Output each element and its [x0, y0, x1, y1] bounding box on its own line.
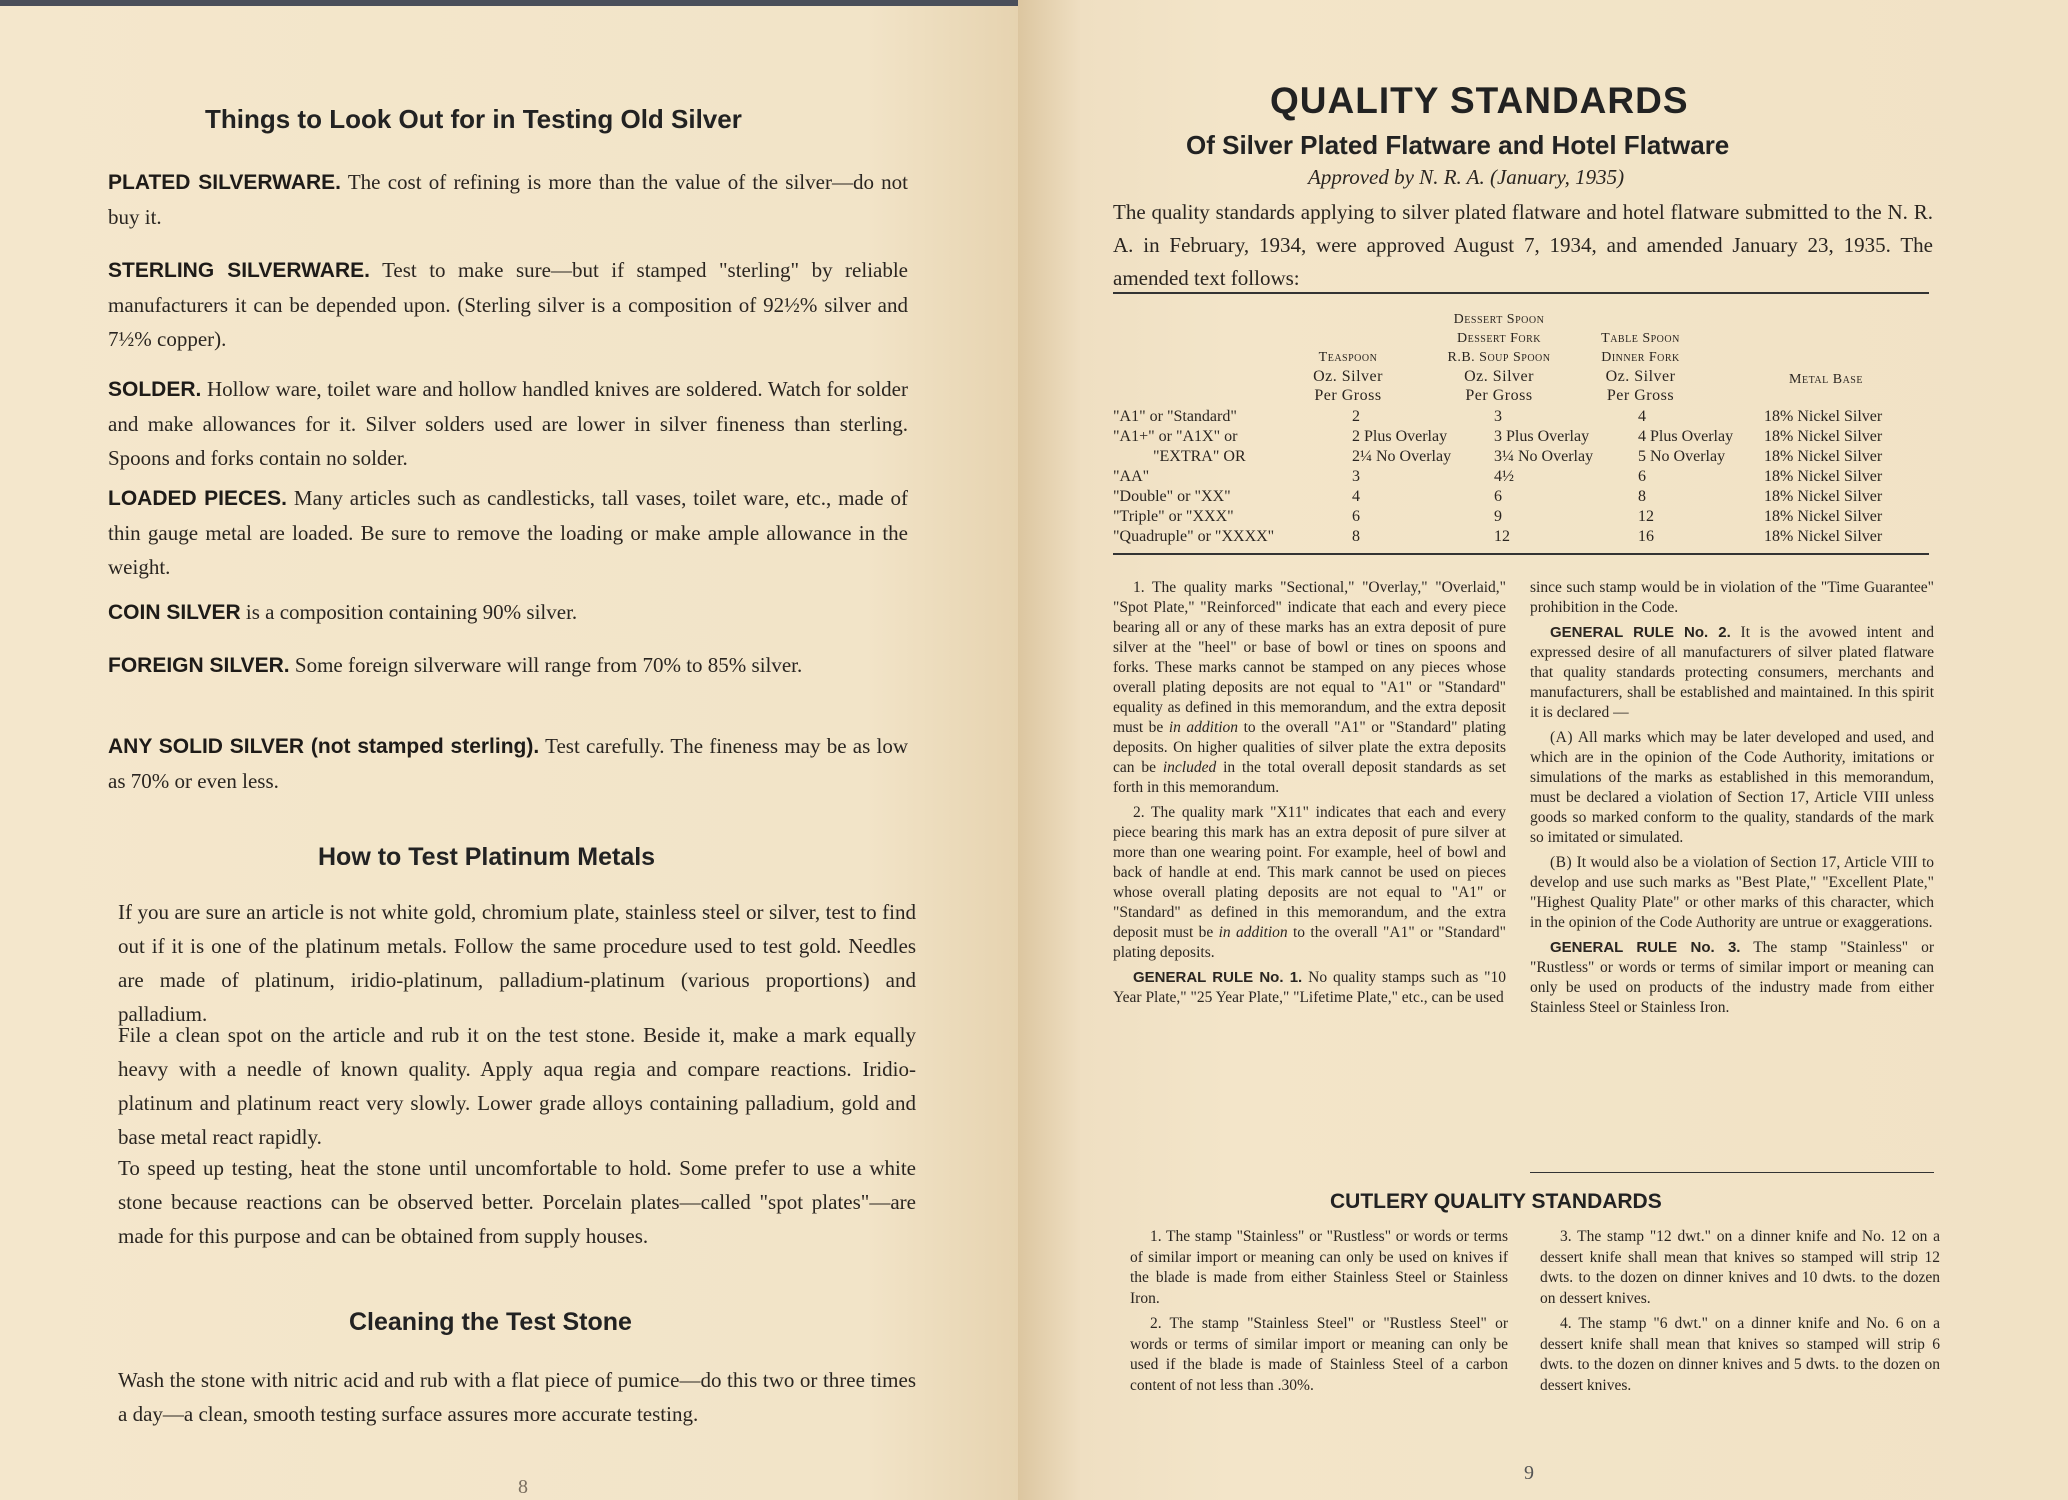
platinum-paragraph-1: If you are sure an article is not white gold, chromium plate, stainless steel or silver, test to find out if it is one of the platinum metals. Follow the same procedure used to test gold. Needles are made of platinum, iridio-platinum, palladium-platinum (various proportions) and palladium.: [118, 900, 916, 1026]
header-teaspoon: [1288, 348, 1408, 405]
text-run: It is the avowed intent and expressed desire of all manufacturers of silver plated flatware that quality standards protecting consumers, merchants and manufacturers, shall be established and maintained. In this spirit it is declared —: [1530, 624, 1935, 721]
rules-column-1: [1113, 578, 1506, 1013]
header-line: Oz. Silver: [1313, 368, 1383, 385]
table-cell-mark: "AA": [1113, 468, 1150, 485]
general-rule-2: [1530, 623, 1934, 723]
item-text: Many articles such as candlesticks, tall vases, toilet ware, etc., made of thin gauge metal are loaded. Be sure to remove the loading or make ample allowance in the weight.: [108, 486, 908, 579]
rule-2-a: [1530, 728, 1934, 848]
header-dessert: [1424, 310, 1574, 405]
header-table: [1578, 329, 1703, 405]
cutlery-item-1: 1. The stamp "Stainless" or "Rustless" or words or terms of similar import or meaning can only be used on knives if the blade is made from either Stainless Steel or Stainless Iron.: [1130, 1228, 1508, 1307]
text-run: 2. The quality mark "X11" indicates that each and every piece bearing this mark has an extra deposit of pure silver at more than one wearing point. For example, heel of bowl and back of handle at end. This mark cannot be used on pieces whose overall plating deposits are not equal to "A1" or "Standard" as defined in this memorandum, and the extra deposit must be: [1113, 804, 1506, 941]
table-cell-teaspoon: 2: [1352, 408, 1360, 425]
item-text: Hollow ware, toilet ware and hollow handled knives are soldered. Watch for solder and make allowances for it. Silver solders used are lower in silver fineness than sterling. Spoons and forks contain no solder.: [108, 377, 908, 470]
table-cell-mark: "Double" or "XX": [1113, 488, 1231, 505]
item-foreign-silver: [108, 648, 908, 683]
table-cell-table: 8: [1638, 488, 1646, 505]
table-cell-dessert: 4½: [1494, 468, 1514, 485]
item-term: LOADED PIECES.: [108, 487, 288, 510]
item-term: STERLING SILVERWARE.: [108, 259, 370, 282]
table-cell-dessert: 9: [1494, 508, 1502, 525]
page-number-right: 9: [1524, 1462, 1534, 1484]
item-text: Some foreign silverware will range from 70% to 85% silver.: [294, 653, 803, 677]
table-cell-table: 4: [1638, 408, 1646, 425]
item-coin-silver: [108, 595, 908, 630]
item-term: PLATED SILVERWARE.: [108, 171, 341, 194]
item-solder: [108, 372, 908, 475]
platinum-paragraph-3: To speed up testing, heat the stone until uncomfortable to hold. Some prefer to use a white stone because reactions can be observed better. Porcelain plates—called "spot plates"—are made for this purpose and can be obtained from supply houses.: [118, 1156, 916, 1248]
table-cell-dessert: 12: [1494, 528, 1510, 545]
table-cell-mark: "EXTRA" OR: [1153, 448, 1246, 465]
table-cell-table: 16: [1638, 528, 1654, 545]
approval-prefix: Approved by N. R. A. (: [1308, 165, 1497, 189]
cutlery-item-4: 4. The stamp "6 dwt." on a dinner knife and No. 6 on a dessert knife shall mean that knives so stamped will strip 6 dwts. to the dozen on dinner knives and 5 dwts. to the dozen on dessert knives.: [1540, 1315, 1940, 1394]
cutlery-column-1: [1130, 1227, 1508, 1401]
item-term: SOLDER.: [108, 378, 202, 401]
table-cell-teaspoon: 3: [1352, 468, 1360, 485]
rule-paragraph-2: [1113, 803, 1506, 963]
table-cell-mark: "A1" or "Standard": [1113, 408, 1237, 425]
header-line: Dessert Fork: [1456, 331, 1542, 346]
item-text: Test to make sure—but if stamped "sterling" by reliable manufacturers it can be depended upon. (Sterling silver is a composition of 92½% silver and 7½% copper).: [108, 258, 908, 351]
table-cell-table: 4 Plus Overlay: [1638, 428, 1734, 445]
text-run: to the overall "A1" or "Standard" plating deposits.: [1113, 924, 1506, 961]
approval-line: [1308, 165, 1624, 190]
item-loaded-pieces: [108, 481, 908, 584]
header-line: Oz. Silver: [1464, 368, 1534, 385]
table-cell-dessert: 6: [1494, 488, 1502, 505]
rule-label: GENERAL RULE No. 2.: [1550, 624, 1731, 641]
heading-cleaning: Cleaning the Test Stone: [349, 1308, 632, 1336]
heading-testing-old-silver: Things to Look Out for in Testing Old Silver: [205, 104, 742, 134]
item-term: FOREIGN SILVER.: [108, 654, 290, 677]
table-cell-mark: "A1+" or "A1X" or: [1113, 428, 1238, 445]
rule-label: GENERAL RULE No. 3.: [1550, 939, 1741, 956]
table-cell-metal: 18% Nickel Silver: [1764, 528, 1883, 545]
clause-label: (B): [1550, 854, 1573, 871]
page-title: QUALITY STANDARDS: [1270, 80, 1689, 121]
column-end-rule: [1530, 1172, 1934, 1173]
table-cell-mark: "Quadruple" or "XXXX": [1113, 528, 1275, 545]
cutlery-item-2: 2. The stamp "Stainless Steel" or "Rustless Steel" or words or terms of similar import or meaning can only be used if the blade is made of Stainless Steel of a carbon content of not less than .30%.: [1130, 1315, 1508, 1394]
item-text: Test carefully. The fineness may be as low as 70% or even less.: [108, 734, 909, 793]
text-run: All marks which may be later developed and used, and which are in the opinion of the Code Authority, imitations or simulations of the marks as established in this memorandum, must be declared a violation of Section 17, Article VIII unless goods so marked conform to the quality, standards of the mark so imitated or simulated.: [1530, 729, 1934, 846]
page-subtitle: Of Silver Plated Flatware and Hotel Flatware: [1186, 130, 1730, 160]
header-line: Metal Base: [1789, 372, 1863, 387]
header-metal: [1756, 370, 1896, 389]
header-line: Oz. Silver: [1605, 368, 1676, 385]
table-cell-metal: 18% Nickel Silver: [1764, 488, 1883, 505]
rule-2-b: [1530, 853, 1934, 933]
item-term: ANY SOLID SILVER (not stamped sterling).: [108, 735, 540, 758]
cutlery-column-2: [1540, 1227, 1940, 1401]
heading-platinum: How to Test Platinum Metals: [318, 843, 656, 871]
header-line: Per Gross: [1465, 387, 1533, 404]
platinum-paragraph-2: File a clean spot on the article and rub it on the test stone. Beside it, make a mark equally heavy with a needle of known quality. Apply aqua regia and compare reactions. Iridio-platinum and platinum react very slowly. Lower grade alloys containing palladium, gold and base metal react rapidly.: [118, 1023, 916, 1149]
table-cell-metal: 18% Nickel Silver: [1764, 428, 1883, 445]
header-line: Table Spoon: [1601, 331, 1680, 346]
cleaning-paragraph: Wash the stone with nitric acid and rub with a flat piece of pumice—do this two or three times a day—a clean, smooth testing surface assures more accurate testing.: [118, 1368, 916, 1426]
table-cell-dessert: 3¼ No Overlay: [1494, 448, 1594, 465]
table-cell-metal: 18% Nickel Silver: [1764, 408, 1883, 425]
rules-column-2: [1530, 578, 1934, 1023]
cutlery-item-3: 3. The stamp "12 dwt." on a dinner knife and No. 12 on a dessert knife shall mean that knives so stamped will strip 12 dwts. to the dozen on dinner knives and 10 dwts. to the dozen on dessert knives.: [1540, 1228, 1940, 1307]
item-sterling-silverware: [108, 253, 908, 356]
table-cell-metal: 18% Nickel Silver: [1764, 468, 1883, 485]
table-cell-teaspoon: 4: [1352, 488, 1360, 505]
approval-date: January, 1935: [1496, 165, 1618, 189]
table-cell-table: 12: [1638, 508, 1654, 525]
item-text: The cost of refining is more than the value of the silver—do not buy it.: [108, 170, 908, 229]
text-run: 1. The quality marks "Sectional," "Overlay," "Overlaid," "Spot Plate," "Reinforced" indicate that each and every piece bearing all or any of these marks has an extra deposit of pure silver at the "heel" or base of bowl or tines on spoons and forks. These marks cannot be stamped on any pieces whose overall plating deposits are not equal to "A1" or "Standard" equality as defined in this memorandum, and the extra deposit must be: [1113, 579, 1506, 736]
rule-continuation: since such stamp would be in violation of the "Time Guarantee" prohibition in the Code.: [1530, 579, 1934, 616]
header-line: Dessert Spoon: [1453, 312, 1545, 327]
table-cell-metal: 18% Nickel Silver: [1764, 508, 1883, 525]
header-line: Per Gross: [1314, 387, 1382, 404]
header-line: Dinner Fork: [1601, 350, 1680, 365]
table-cell-table: 5 No Overlay: [1638, 448, 1726, 465]
table-cell-teaspoon: 8: [1352, 528, 1360, 545]
text-run: No quality stamps such as "10 Year Plate," "25 Year Plate," "Lifetime Plate," etc., can be used: [1113, 969, 1507, 1006]
rule-label: GENERAL RULE No. 1.: [1133, 969, 1303, 986]
rule-paragraph-1: [1113, 578, 1506, 798]
table-cell-metal: 18% Nickel Silver: [1764, 448, 1883, 465]
item-any-solid-silver: [108, 729, 908, 798]
item-plated-silverware: [108, 165, 908, 234]
page-number-left: 8: [518, 1476, 528, 1498]
text-run: The stamp "Stainless" or "Rustless" or words or terms of similar import or meaning can only be used on products of the industry made from either Stainless Steel or Stainless Iron.: [1530, 939, 1934, 1016]
clause-label: (A): [1550, 729, 1574, 746]
header-line: R.B. Soup Spoon: [1447, 350, 1551, 365]
text-run: It would also be a violation of Section 17, Article VIII to develop and use such marks as "Best Plate," "Excellent Plate," "Highest Quality Plate" or other marks of this character, which in the opinion of the Code Authority are untrue or exaggerations.: [1530, 854, 1935, 931]
right-page: [1018, 0, 2068, 1500]
table-cell-dessert: 3: [1494, 408, 1502, 425]
table-cell-table: 6: [1638, 468, 1646, 485]
intro-paragraph: The quality standards applying to silver plated flatware and hotel flatware submitted to the N. R. A. in February, 1934, were approved August 7, 1934, and amended January 23, 1935. The amended text follows:: [1113, 200, 1933, 290]
table-cell-teaspoon: 2¼ No Overlay: [1352, 448, 1452, 465]
item-text: is a composition containing 90% silver.: [245, 600, 578, 624]
table-bottom-rule: [1113, 553, 1929, 555]
header-line: Per Gross: [1606, 387, 1675, 404]
header-line: Teaspoon: [1318, 350, 1378, 365]
text-run: in the total overall deposit standards as set forth in this memorandum.: [1113, 759, 1507, 796]
approval-suffix: ): [1617, 165, 1625, 189]
item-term: COIN SILVER: [108, 601, 241, 624]
general-rule-1: [1113, 968, 1506, 1008]
emphasis: included: [1162, 759, 1217, 776]
left-page: [0, 0, 1018, 1500]
text-run: to the overall "A1" or "Standard" plating deposits. On higher qualities of silver plate the extra deposits can be: [1113, 719, 1506, 776]
cutlery-heading: CUTLERY QUALITY STANDARDS: [1330, 1190, 1662, 1213]
table-cell-mark: "Triple" or "XXX": [1113, 508, 1234, 525]
emphasis: in addition: [1168, 719, 1239, 736]
table-cell-teaspoon: 2 Plus Overlay: [1352, 428, 1448, 445]
emphasis: in addition: [1218, 924, 1288, 941]
top-edge-bar: [0, 0, 1018, 6]
general-rule-3: [1530, 938, 1934, 1018]
table-cell-dessert: 3 Plus Overlay: [1494, 428, 1590, 445]
table-cell-teaspoon: 6: [1352, 508, 1360, 525]
table-top-rule: [1113, 292, 1929, 294]
